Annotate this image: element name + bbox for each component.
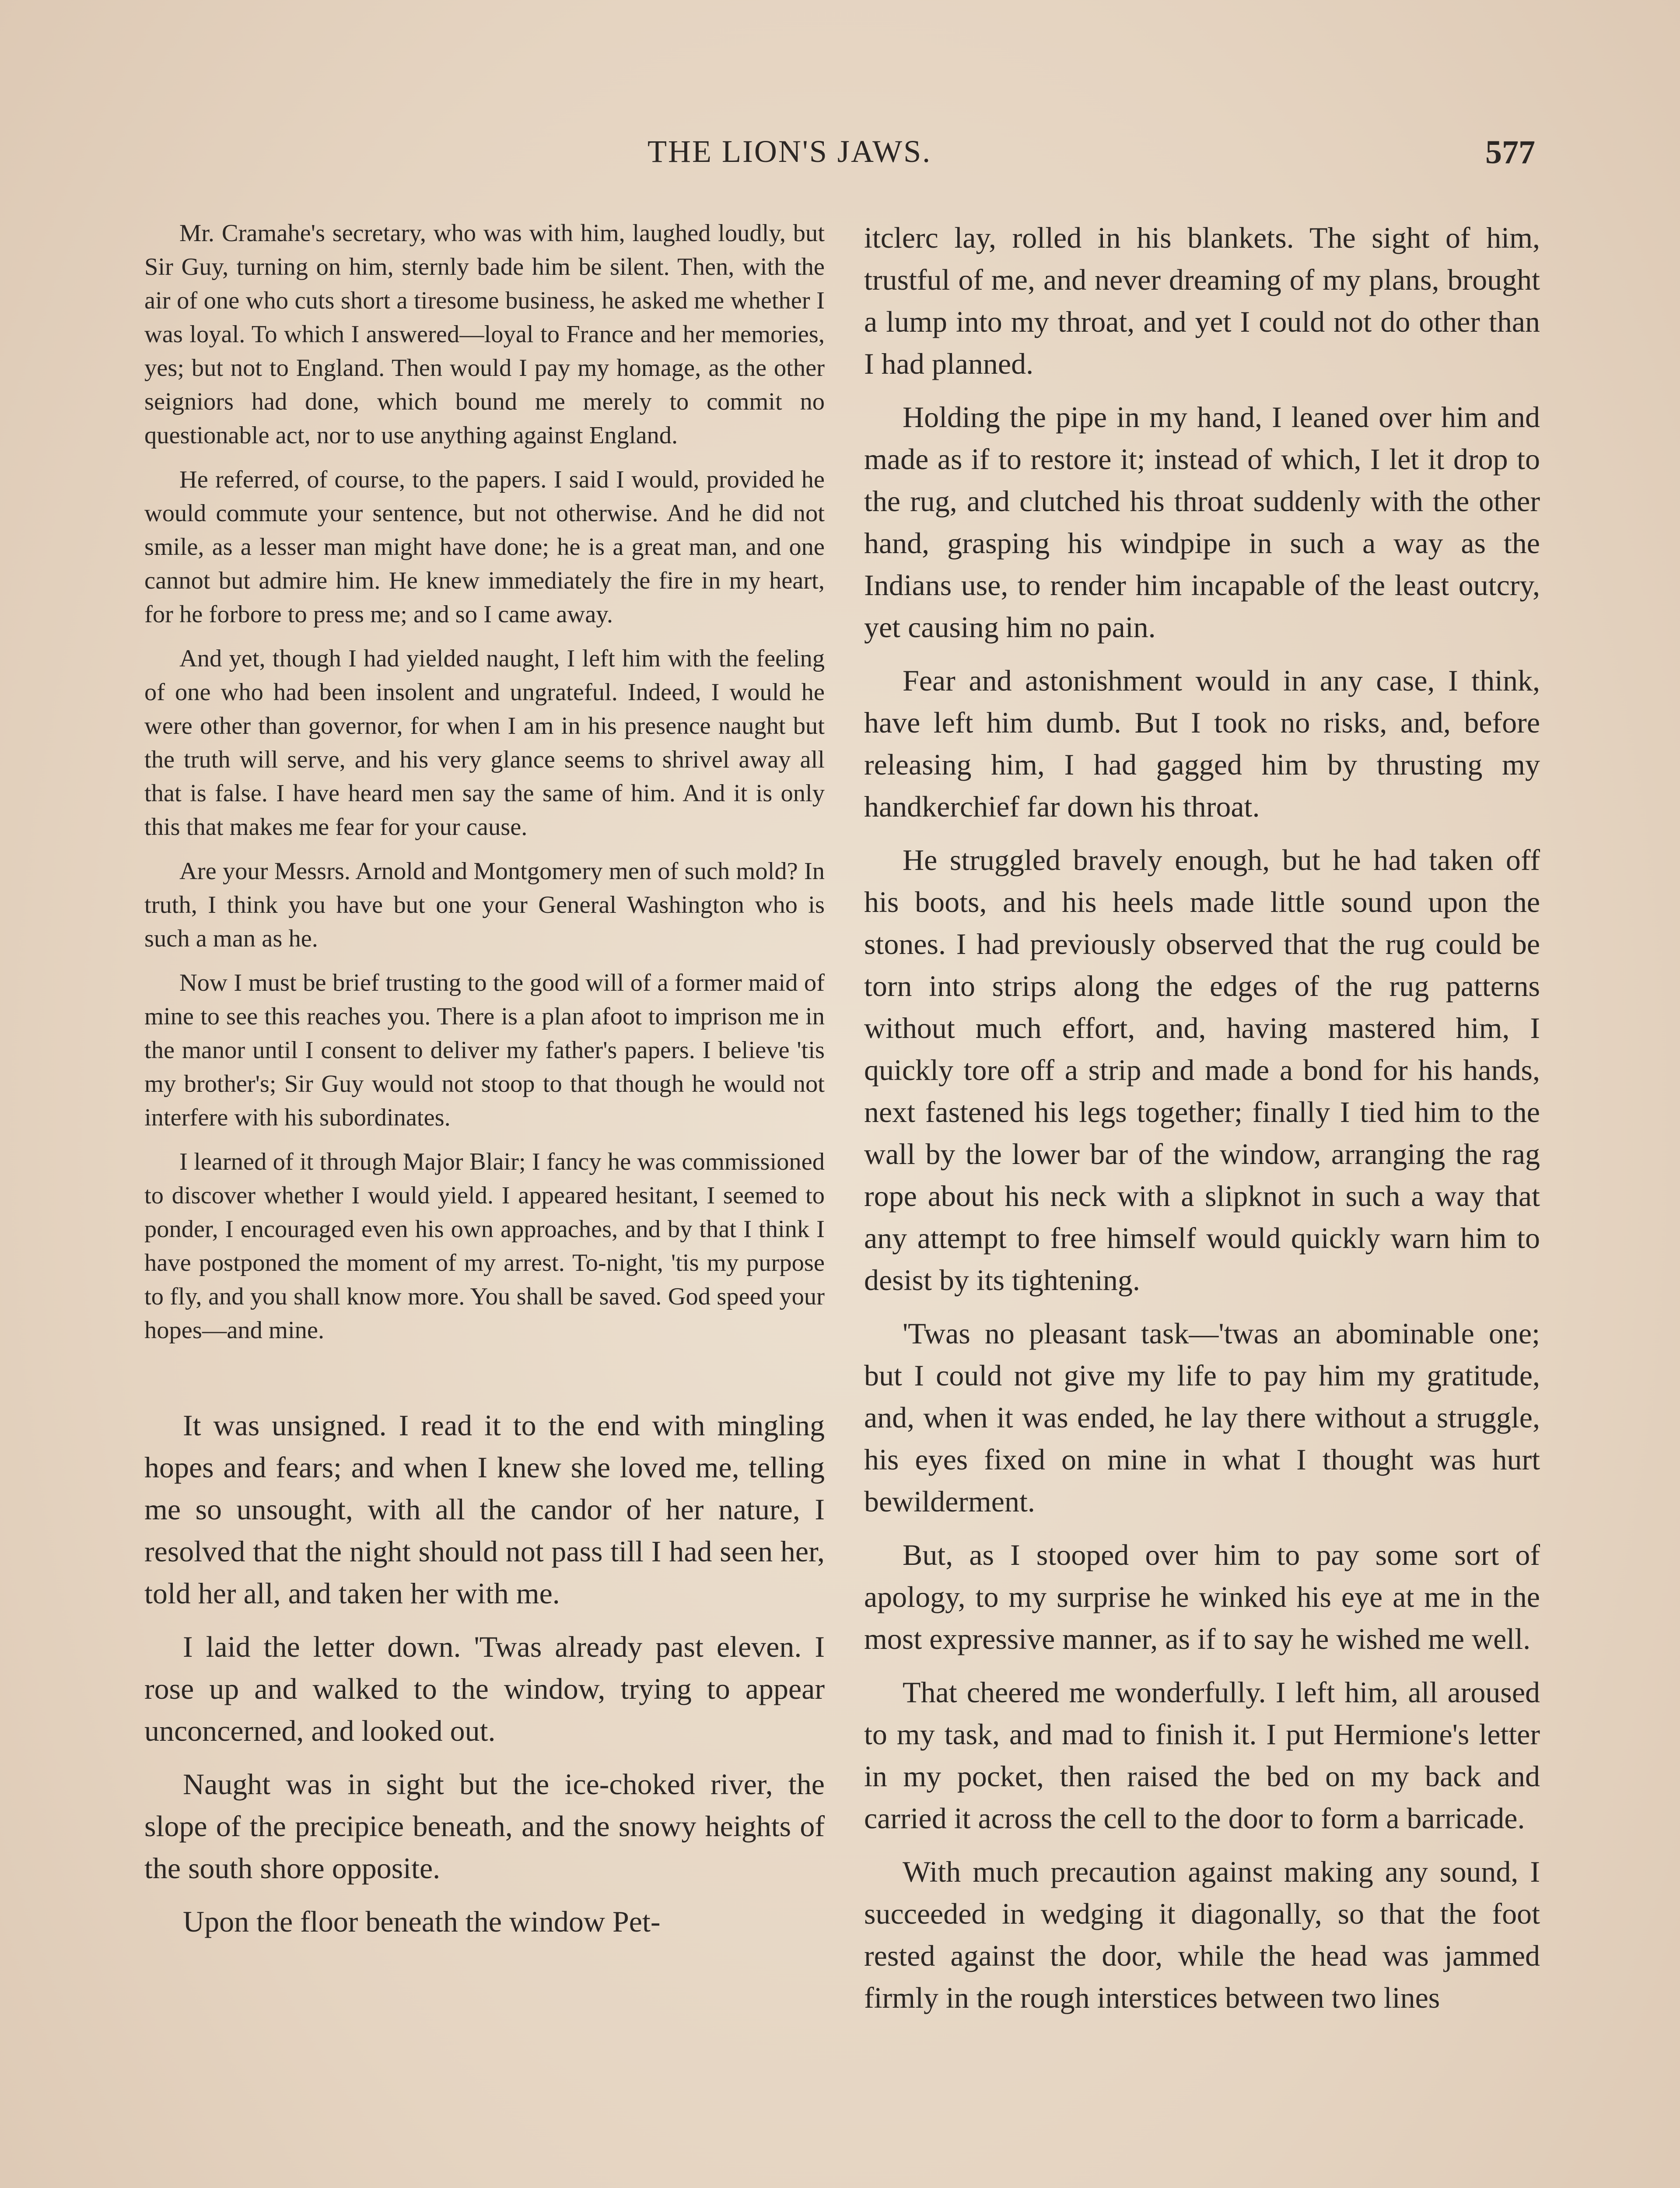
body-paragraph: I laid the letter down. 'Twas already past eleven. I rose up and walked to the window, trying to appear unconcerned, and looked out. xyxy=(144,1630,825,1747)
running-title: THE LION'S JAWS. xyxy=(648,134,932,169)
body-paragraph: Fear and astonishment would in any case, I think, have left him dumb. But I took no risks, and, before releasing him, I had gagged him by thrusting my handkerchief far down his throat. xyxy=(864,664,1540,823)
letter-paragraph: I learned of it through Major Blair; I fancy he was commissioned to discover whether I would yield. I appeared hesitant, I seemed to ponder, I encouraged even his own approaches, and by that I think I have postponed the moment of my arrest. To-night, 'tis my purpose to fly, and you shall know more. You shall be saved. God speed your hopes—and mine. xyxy=(144,1148,825,1344)
body-paragraph: With much precaution against making any sound, I succeeded in wedging it diagonally, so that the foot rested against the door, while the head was jammed firmly in the rough interstices between two lines xyxy=(864,1855,1540,2014)
body-paragraph: He struggled bravely enough, but he had taken off his boots, and his heels made little sound upon the stones. I had previously observed that the rug could be torn into strips along the edges of the rug patterns without much effort, and, having mastered him, I quickly tore off a strip and made a bond for his hands, next fastened his legs together; finally I tied him to the wall by the lower bar of the window, arranging the rag rope about his neck with a slipknot in such a way that any attempt to free himself would quickly warn him to desist by its tightening. xyxy=(864,843,1540,1297)
letter-paragraph: Now I must be brief trusting to the good will of a former maid of mine to see this reaches you. There is a plan afoot to imprison me in the manor until I consent to deliver my father's papers. I believe 'tis my brother's; Sir Guy would not stoop to that though he would not interfere with his subordinates. xyxy=(144,969,825,1131)
letter-paragraph: He referred, of course, to the papers. I said I would, provided he would commute your sentence, but not otherwise. And he did not smile, as a lesser man might have done; he is a great man, and one cannot but admire him. He knew immediately the fire in my heart, for he forbore to press me; and so I came away. xyxy=(144,466,825,628)
letter-paragraph: And yet, though I had yielded naught, I left him with the feeling of one who had been insolent and ungrateful. Indeed, I would he were other than governor, for when I am in his presence naught but the truth will serve, and his very glance seems to shrivel away all that is false. I have heard men say the same of him. And it is only this that makes me fear for your cause. xyxy=(144,645,825,841)
letter-paragraph: Are your Messrs. Arnold and Montgomery men of such mold? In truth, I think you have but one your General Washington who is such a man as he. xyxy=(144,858,825,952)
body-paragraph: Naught was in sight but the ice-choked river, the slope of the precipice beneath, and the snowy heights of the south shore opposite. xyxy=(144,1767,825,1885)
letter-text xyxy=(144,217,825,1347)
page-number: 577 xyxy=(1485,134,1535,171)
body-paragraph: But, as I stooped over him to pay some sort of apology, to my surprise he winked his eye at me in the most expressive manner, as if to say he wished me well. xyxy=(864,1538,1540,1655)
body-paragraph: itclerc lay, rolled in his blankets. The sight of him, trustful of me, and never dreaming of my plans, brought a lump into my throat, and yet I could not do other than I had planned. xyxy=(864,221,1540,380)
body-paragraph: Holding the pipe in my hand, I leaned over him and made as if to restore it; instead of which, I let it drop to the rug, and clutched his throat suddenly with the other hand, grasping his windpipe in such a way as the Indians use, to render him incapable of the least outcry, yet causing him no pain. xyxy=(864,400,1540,644)
left-column xyxy=(144,217,825,1954)
left-narrative xyxy=(144,1404,825,1943)
body-paragraph: It was unsigned. I read it to the end with mingling hopes and fears; and when I knew she loved me, telling me so unsought, with all the candor of her nature, I resolved that the night should not pass till I had seen her, told her all, and taken her with me. xyxy=(144,1409,825,1610)
letter-paragraph: Mr. Cramahe's secretary, who was with him, laughed loudly, but Sir Guy, turning on him, sternly bade him be silent. Then, with the air of one who cuts short a tiresome business, he asked me whether I was loyal. To which I answered—loyal to France and her memories, yes; but not to England. Then would I pay my homage, as the other seigniors had done, which bound me merely to commit no questionable act, nor to use anything against England. xyxy=(144,220,825,449)
body-paragraph: That cheered me wonderfully. I left him, all aroused to my task, and mad to finish it. I put Hermione's letter in my pocket, then raised the bed on my back and carried it across the cell to the door to form a barricade. xyxy=(864,1676,1540,1835)
body-paragraph: 'Twas no pleasant task—'twas an abominable one; but I could not give my life to pay him my gratitude, and, when it was ended, he lay there without a struggle, his eyes fixed on mine in what I thought was hurt bewilderment. xyxy=(864,1317,1540,1518)
body-paragraph: Upon the floor beneath the window Pet- xyxy=(183,1905,661,1938)
right-column xyxy=(864,217,1540,2030)
